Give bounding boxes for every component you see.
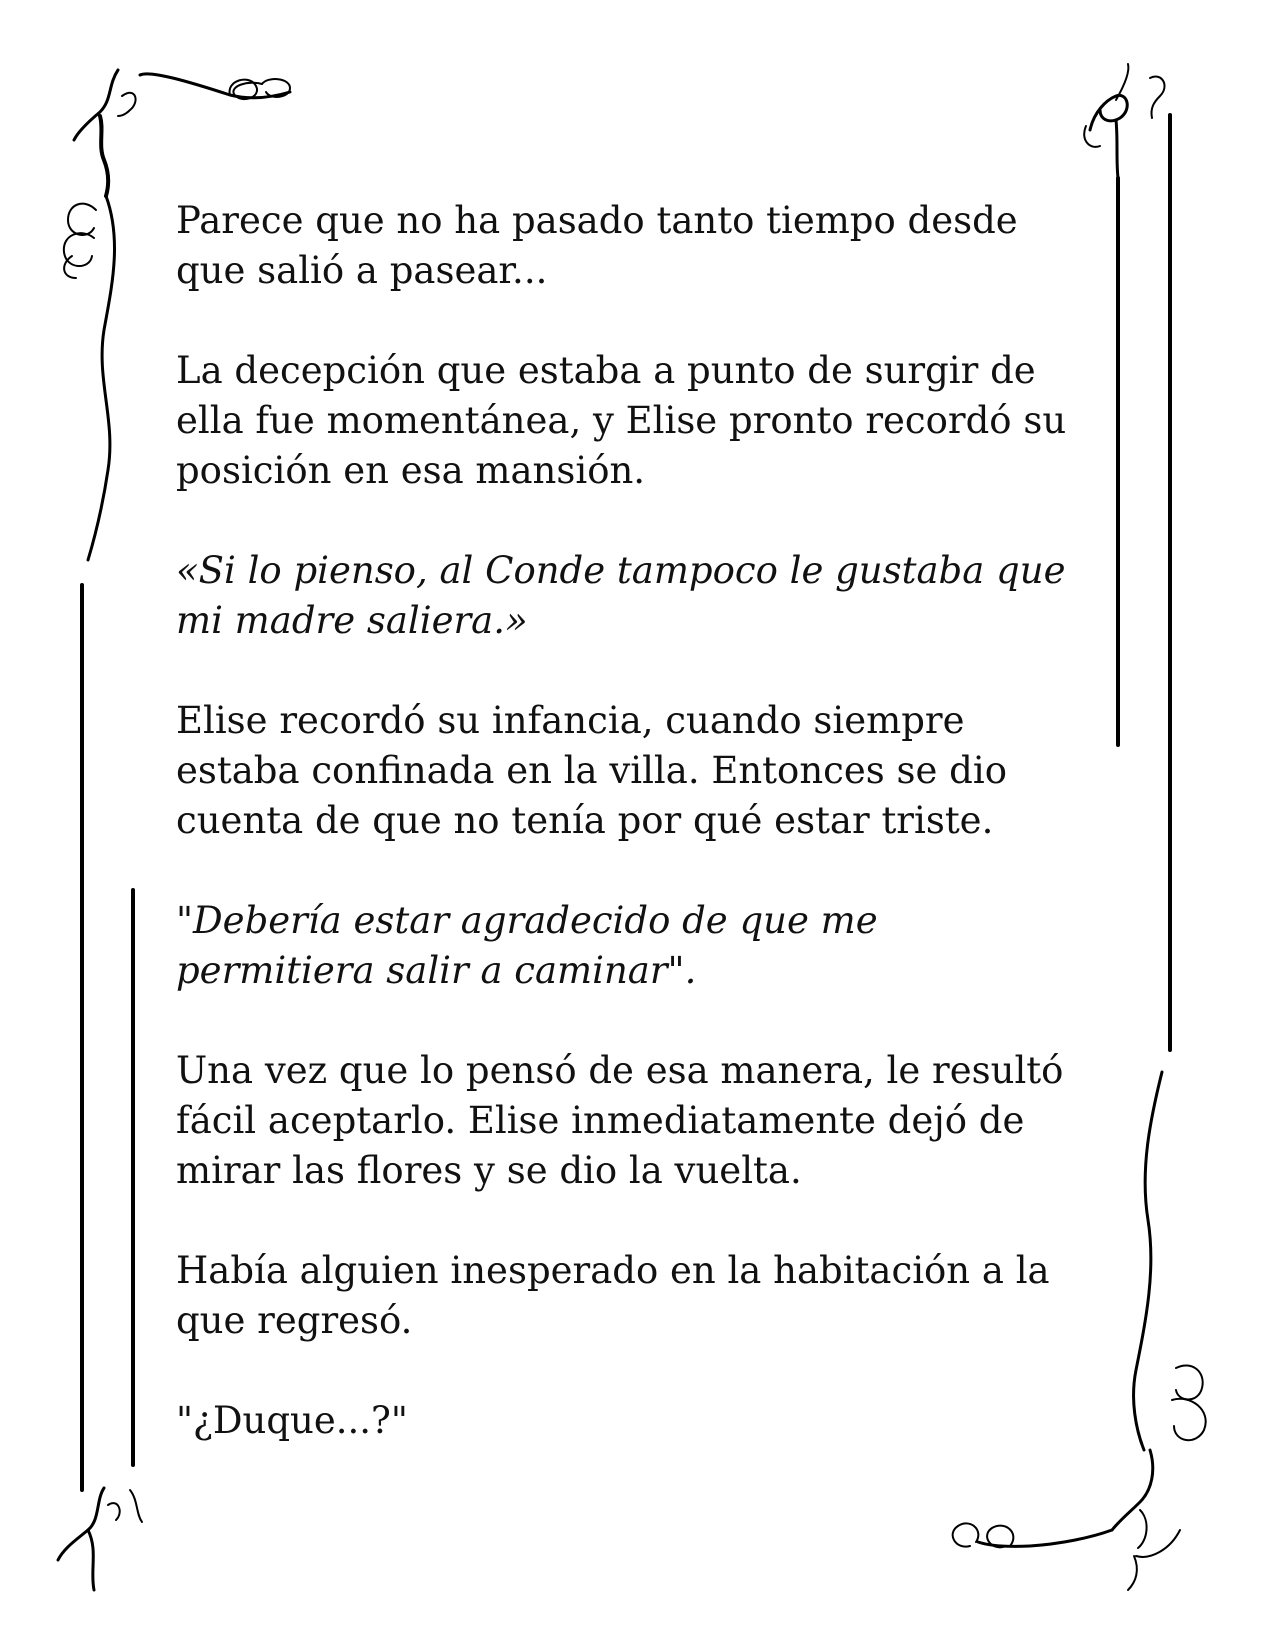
flourish-top-right-icon (1084, 64, 1164, 745)
text-line: ella fue momentánea, y Elise pronto recordó su (176, 399, 1067, 442)
paragraph-2 (176, 346, 1096, 496)
text-line: Elise recordó su infancia, cuando siempre (176, 699, 965, 742)
text-line: "¿Duque...?" (176, 1399, 408, 1442)
paragraph-6 (176, 1046, 1096, 1196)
text-line: estaba confinada en la villa. Entonces se dio (176, 749, 1007, 792)
text-line: mi madre saliera.» (176, 599, 528, 642)
paragraph-7 (176, 1246, 1096, 1346)
text-line: La decepción que estaba a punto de surgir de (176, 349, 1036, 392)
paragraph-1 (176, 196, 1096, 296)
text-line: "Debería estar agradecido de que me (176, 899, 878, 942)
paragraph-5-thought (176, 896, 1096, 996)
text-line: «Si lo pienso, al Conde tampoco le gustaba que (176, 549, 1066, 592)
text-line: fácil aceptarlo. Elise inmediatamente dejó de (176, 1099, 1025, 1142)
text-line: permitiera salir a caminar". (176, 949, 697, 992)
story-text (176, 196, 1096, 1496)
text-line: que regresó. (176, 1299, 413, 1342)
text-line: Parece que no ha pasado tanto tiempo desde (176, 199, 1018, 242)
flourish-bottom-left-icon (58, 1488, 142, 1590)
paragraph-4 (176, 696, 1096, 846)
text-line: cuenta de que no tenía por qué estar triste. (176, 799, 994, 842)
text-line: que salió a pasear... (176, 249, 548, 292)
paragraph-8-dialogue (176, 1396, 1096, 1446)
paragraph-3-thought (176, 546, 1096, 646)
text-line: posición en esa mansión. (176, 449, 646, 492)
text-line: Había alguien inesperado en la habitación a la (176, 1249, 1050, 1292)
text-line: mirar las flores y se dio la vuelta. (176, 1149, 802, 1192)
text-line: Una vez que lo pensó de esa manera, le resultó (176, 1049, 1064, 1092)
